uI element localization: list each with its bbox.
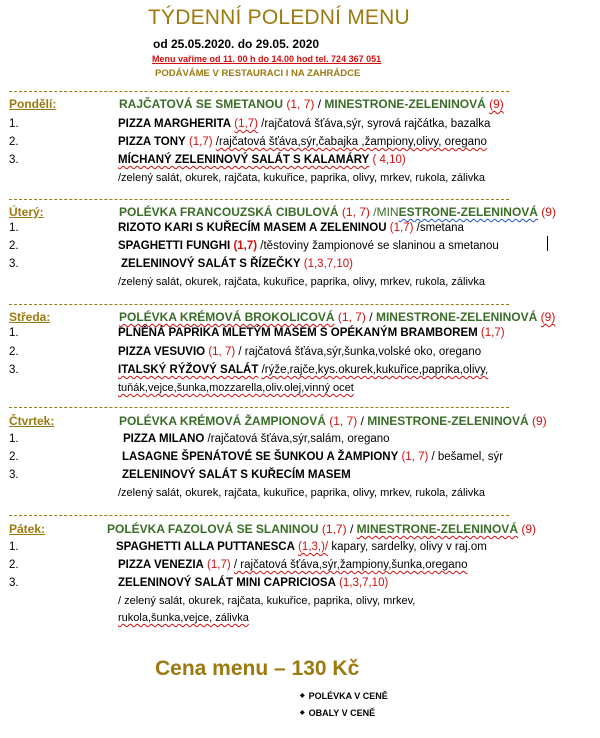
day-label-wednesday: Středa: (9, 310, 51, 324)
dish-monday-1: PIZZA MARGHERITA (1,7) /rajčatová šťáva,sýr, syrová rajčátka, bazalka (118, 118, 491, 130)
day-label-tuesday: Úterý: (9, 205, 44, 219)
dish-number: 3. (9, 258, 19, 270)
day-label-monday: Pondělí: (9, 97, 57, 111)
dish-wednesday-2: PIZZA VESUVIO (1, 7) / rajčatová šťáva,sýr,šunka,volské oko, oregano (118, 346, 482, 358)
soup-line-friday: POLÉVKA FAZOLOVÁ SE SLANINOU (1,7) / MINESTRONE-ZELENINOVÁ (9) (107, 522, 536, 536)
menu-price: Cena menu – 130 Kč (155, 657, 360, 680)
dish-thursday-2: LASAGNE ŠPENÁTOVÉ SE ŠUNKOU A ŽAMPIONY (1, 7) / bešamel, sýr (122, 451, 504, 463)
dish-number: 3. (9, 469, 19, 481)
day-label-friday: Pátek: (9, 522, 46, 536)
bullet-icon: ◆ (300, 710, 305, 716)
soup-line-thursday: POLÉVKA KRÉMOVÁ ŽAMPIONOVÁ (1, 7) / MINESTRONE-ZELENINOVÁ (9) (119, 414, 547, 428)
dish-thursday-3: ZELENINOVÝ SALÁT S KUŘECÍM MASEM (122, 469, 351, 481)
dish-monday-3-desc: /zelený salát, okurek, rajčata, kukuřice, paprika, olivy, mrkev, rukola, zálivka (118, 172, 486, 184)
dish-wednesday-1: PLNĚNÁ PAPRIKA MLETÝM MASEM S OPÉKANÝM BRAMBOREM (1,7) (118, 327, 505, 339)
dish-wednesday-3-desc: tuňák,vejce,šunka,mozzarella,oliv.olej,vinný ocet (118, 382, 354, 394)
separator-line (9, 304, 509, 305)
dish-monday-3: MÍCHANÝ ZELENINOVÝ SALÁT S KALAMÁRY ( 4,10) (118, 154, 406, 166)
dish-number: 3. (9, 154, 19, 166)
soup-line-wednesday: POLÉVKA KRÉMOVÁ BROKOLICOVÁ (1, 7) / MINESTRONE-ZELENINOVÁ (9) (119, 310, 556, 324)
separator-line (9, 199, 509, 200)
dish-number: 3. (9, 577, 19, 589)
dish-tuesday-2: SPAGHETTI FUNGHI (1,7) /těstoviny žampionové se slaninou a smetanou (118, 240, 499, 252)
soup-line-tuesday: POLÉVKA FRANCOUZSKÁ CIBULOVÁ (1, 7) /MINESTRONE-ZELENINOVÁ (9) (119, 205, 556, 219)
dish-number: 2. (9, 559, 19, 571)
menu-dates: od 25.05.2020. do 29.05. 2020 (153, 37, 320, 51)
serving-note: PODÁVÁME V RESTAURACI I NA ZAHRÁDCE (155, 68, 361, 79)
day-label-thursday: Čtvrtek: (9, 414, 55, 428)
dish-thursday-3-desc: /zelený salát, okurek, rajčata, kukuřice, paprika, olivy, mrkev, rukola, zálivka (118, 487, 486, 499)
dish-friday-1: SPAGHETTI ALLA PUTTANESCA (1,3,)/ kapary, sardelky, olivy v raj.om (116, 541, 487, 553)
dish-monday-2: PIZZA TONY (1,7) /rajčatová šťáva,sýr,čabajka ,žampiony,olivy, oregano (118, 136, 487, 148)
dish-number: 2. (9, 451, 19, 463)
soup-line-monday: RAJČATOVÁ SE SMETANOU (1, 7) / MINESTRONE-ZELENINOVÁ (9) (119, 97, 504, 111)
dish-number: 1. (9, 327, 19, 339)
separator-line (9, 515, 509, 516)
footer-note-soup: ◆ POLÉVKA V CENĚ (300, 691, 388, 701)
dish-number: 1. (9, 433, 19, 445)
separator-line (9, 407, 509, 408)
dish-number: 1. (9, 222, 19, 234)
dish-number: 1. (9, 118, 19, 130)
dish-number: 2. (9, 240, 19, 252)
menu-title: TÝDENNÍ POLEDNÍ MENU (148, 6, 410, 29)
bullet-icon: ◆ (300, 693, 305, 699)
dish-friday-2: PIZZA VENEZIA (1,7) / rajčatová šťáva,sýr,žampiony,šunka,oregano (118, 559, 468, 571)
dish-number: 3. (9, 364, 19, 376)
dish-number: 2. (9, 136, 19, 148)
dish-friday-3-desc: / zelený salát, okurek, rajčata, kukuřice, paprika, olivy, mrkev, (118, 595, 416, 607)
dish-friday-3: ZELENINOVÝ SALÁT MINI CAPRICIOSA (1,3,7,10) (118, 577, 389, 589)
dish-tuesday-1: RIZOTO KARI S KUŘECÍM MASEM A ZELENINOU (1,7) /smetana (118, 222, 464, 234)
dish-friday-3-desc-2: rukola,šunka,vejce, zálivka (118, 612, 249, 624)
dish-number: 1. (9, 541, 19, 553)
dish-thursday-1: PIZZA MILANO /rajčatová šťáva,sýr,salám, oregano (123, 433, 390, 445)
menu-hours: Menu vaříme od 11. 00 h do 14.00 hod tel. 724 367 051 (152, 54, 382, 64)
dish-number: 2. (9, 346, 19, 358)
dish-tuesday-3: ZELENINOVÝ SALÁT S ŘÍZEČKY (1,3,7,10) (121, 258, 353, 270)
text-cursor (547, 236, 548, 251)
dish-wednesday-3: ITALSKÝ RÝŽOVÝ SALÁT /rýže,rajče,kys.okurek,kukuřice,paprika,olivy, (118, 364, 489, 376)
footer-note-packaging: ◆ OBALY V CENĚ (300, 708, 376, 718)
dish-tuesday-3-desc: /zelený salát, okurek, rajčata, kukuřice, paprika, olivy, mrkev, rukola, zálivka (118, 276, 486, 288)
separator-line (9, 91, 509, 92)
